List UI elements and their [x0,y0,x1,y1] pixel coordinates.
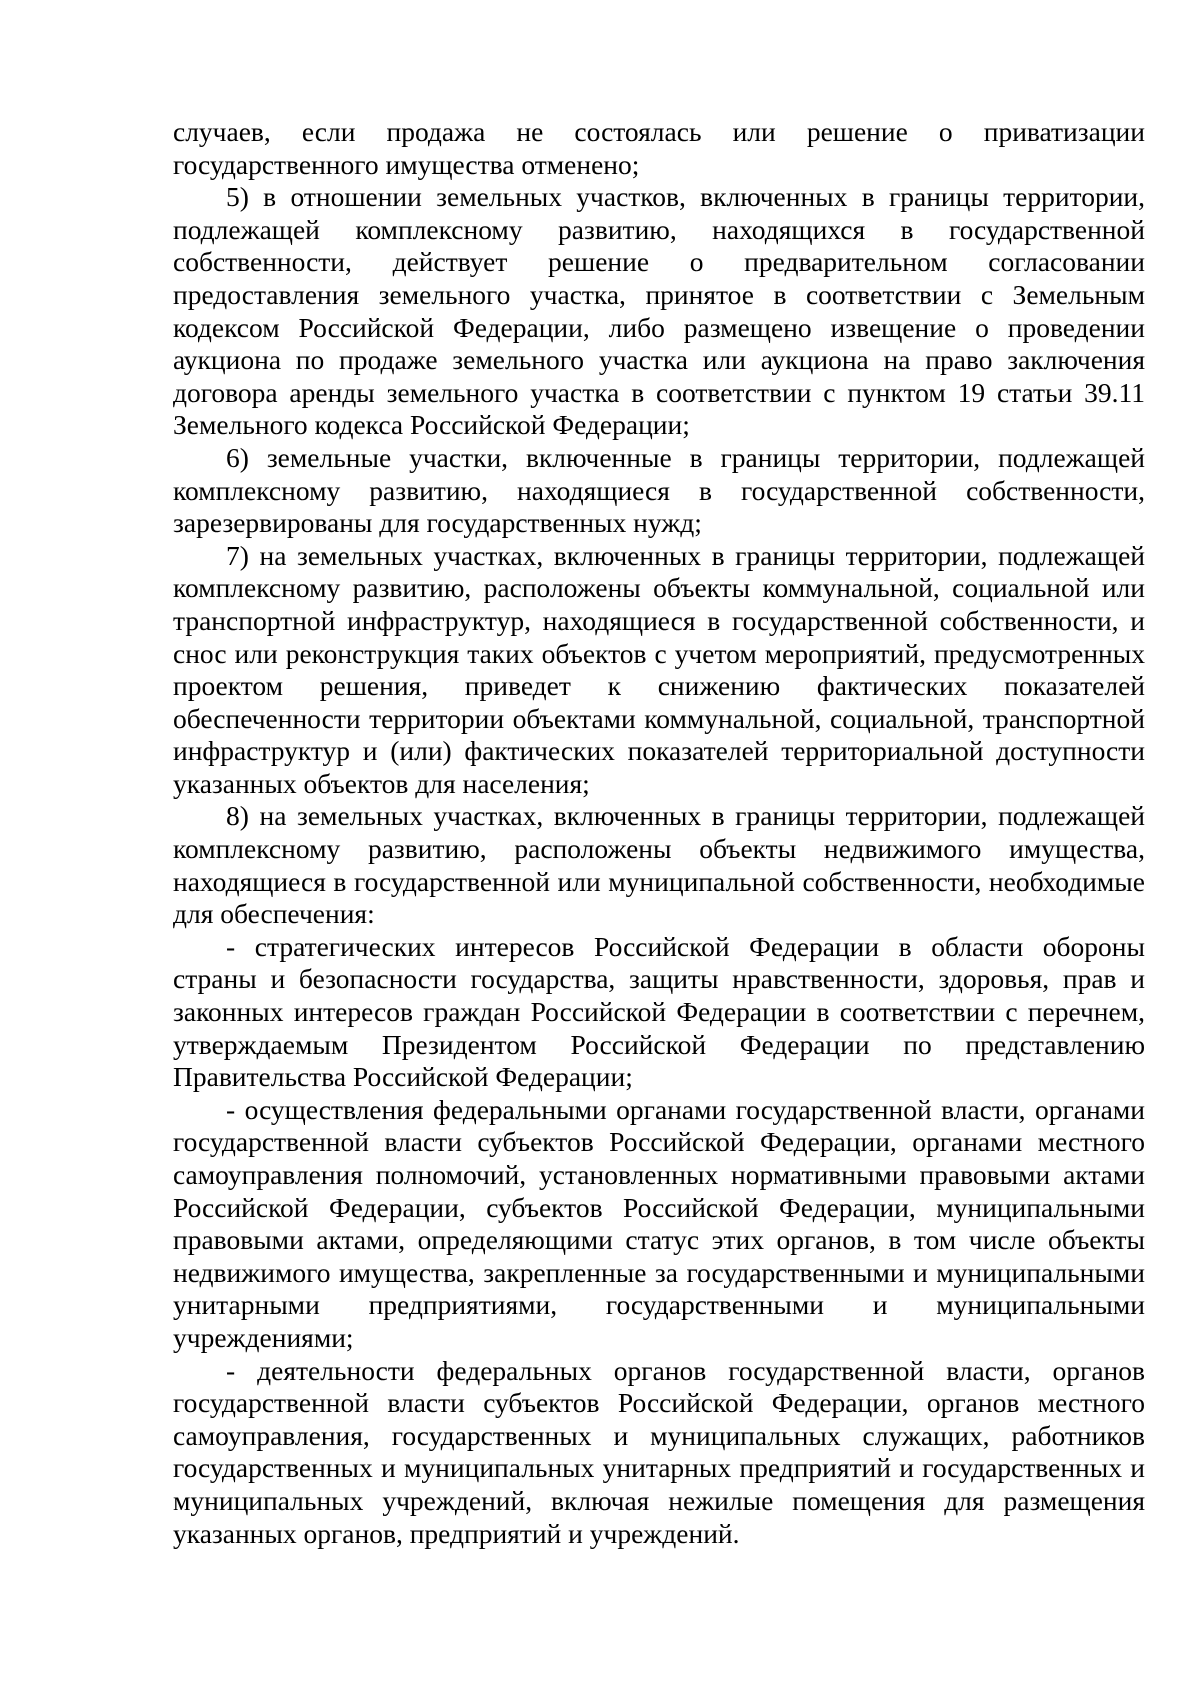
paragraph-subitem-authorities: - осуществления федеральными органами государственной власти, органами государственной власти субъектов Российской Федерации, органами местного самоуправления полномочий, установленных нормативными правовыми актами Российской Федерации, субъектов Российской Федерации, муниципальными правовыми актами, определяющими статус этих органов, в том числе объекты недвижимого имущества, закрепленные за государственными и муниципальными унитарными предприятиями, государственными и муниципальными учреждениями; [173,1093,1145,1353]
paragraph-item-6: 6) земельные участки, включенные в границы территории, подлежащей комплексному развитию, находящиеся в государственной собственности, зарезервированы для государственных нужд; [173,441,1145,539]
paragraph-subitem-activities: - деятельности федеральных органов государственной власти, органов государственной власти субъектов Российской Федерации, органов местного самоуправления, государственных и муниципальных служащих, работников государственных и муниципальных унитарных предприятий и государственных и муниципальных учреждений, включая нежилые помещения для размещения указанных органов, предприятий и учреждений. [173,1354,1145,1549]
paragraph-item-8: 8) на земельных участках, включенных в границы территории, подлежащей комплексному развитию, расположены объекты недвижимого имущества, находящиеся в государственной или муниципальной собственности, необходимые для обеспечения: [173,800,1145,930]
document-body [173,116,1145,1550]
paragraph-subitem-strategic-interests: - стратегических интересов Российской Федерации в области обороны страны и безопасности государства, защиты нравственности, здоровья, прав и законных интересов граждан Российской Федерации в соответствии с перечнем, утверждаемым Президентом Российской Федерации по представлению Правительства Российской Федерации; [173,930,1145,1093]
paragraph-item-5: 5) в отношении земельных участков, включенных в границы территории, подлежащей комплексному развитию, находящихся в государственной собственности, действует решение о предварительном согласовании предоставления земельного участка, принятое в соответствии с Земельным кодексом Российской Федерации, либо размещено извещение о проведении аукциона по продаже земельного участка или аукциона на право заключения договора аренды земельного участка в соответствии с пунктом 19 статьи 39.11 Земельного кодекса Российской Федерации; [173,181,1145,441]
paragraph-continuation: случаев, если продажа не состоялась или решение о приватизации государственного имущества отменено; [173,116,1145,180]
paragraph-item-7: 7) на земельных участках, включенных в границы территории, подлежащей комплексному развитию, расположены объекты коммунальной, социальной или транспортной инфраструктур, находящиеся в государственной собственности, и снос или реконструкция таких объектов с учетом мероприятий, предусмотренных проектом решения, приведет к снижению фактических показателей обеспеченности территории объектами коммунальной, социальной, транспортной инфраструктур и (или) фактических показателей территориальной доступности указанных объектов для населения; [173,539,1145,799]
